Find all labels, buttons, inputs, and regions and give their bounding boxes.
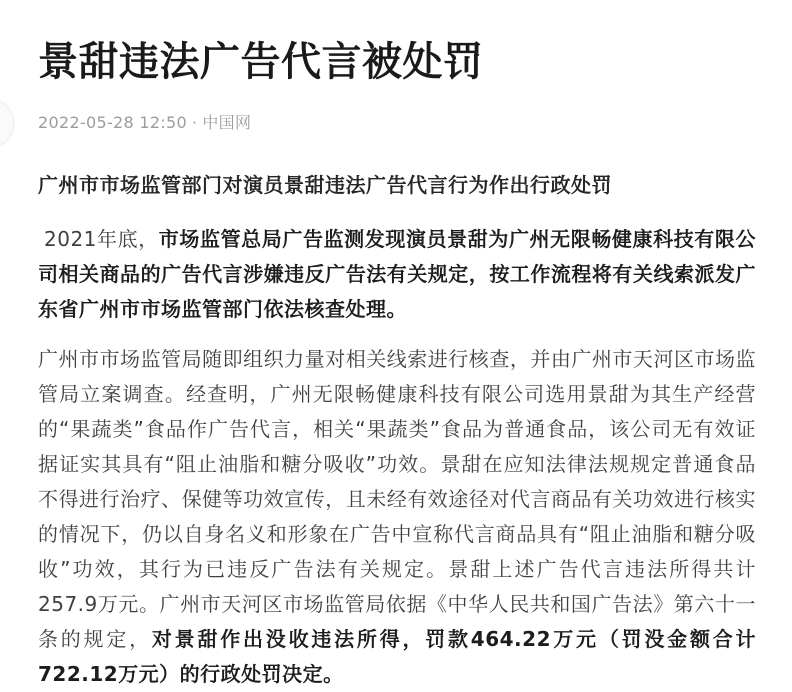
article-meta	[38, 113, 756, 133]
meta-separator: ·	[191, 113, 198, 132]
source-name: 中国网	[202, 113, 252, 132]
page-title: 景甜违法广告代言被处罚	[38, 39, 484, 85]
publish-datetime: 2022-05-28 12:50	[38, 113, 187, 132]
article-subtitle: 广州市市场监管部门对演员景甜违法广告代言行为作出行政处罚	[38, 173, 612, 197]
paragraph-2: 广州市市场监管局随即组织力量对相关线索进行核查，并由广州市天河区市场监管局立案调查。经查明，广州无限畅健康科技有限公司选用景甜为其生产经营的“果蔬类”食品作广告代言，相关“果蔬类”食品为普通食品，该公司无有效证据证实其具有“阻止油脂和糖分吸收”功效。景甜在应知法律法规规定普通食品不得进行治疗、保健等功效宣传，且未经有效途径对代言商品有关功效进行核实的情况下，仍以自身名义和形象在广告中宣称代言商品具有“阻止油脂和糖分吸收”功效，其行为已违反广告法有关规定。景甜上述广告代言违法所得共计257.9万元。广州市天河区市场监管局依据《中华人民共和国广告法》第六十一条的规定，对景甜作出没收违法所得，罚款464.22万元（罚没金额合计722.12万元）的行政处罚决定。	[38, 347, 757, 686]
paragraph-1: 2021年底，市场监管总局广告监测发现演员景甜为广州无限畅健康科技有限公司相关商品的广告代言涉嫌违反广告法有关规定，按工作流程将有关线索派发广东省广州市市场监管部门依法核查处理。	[38, 227, 757, 321]
